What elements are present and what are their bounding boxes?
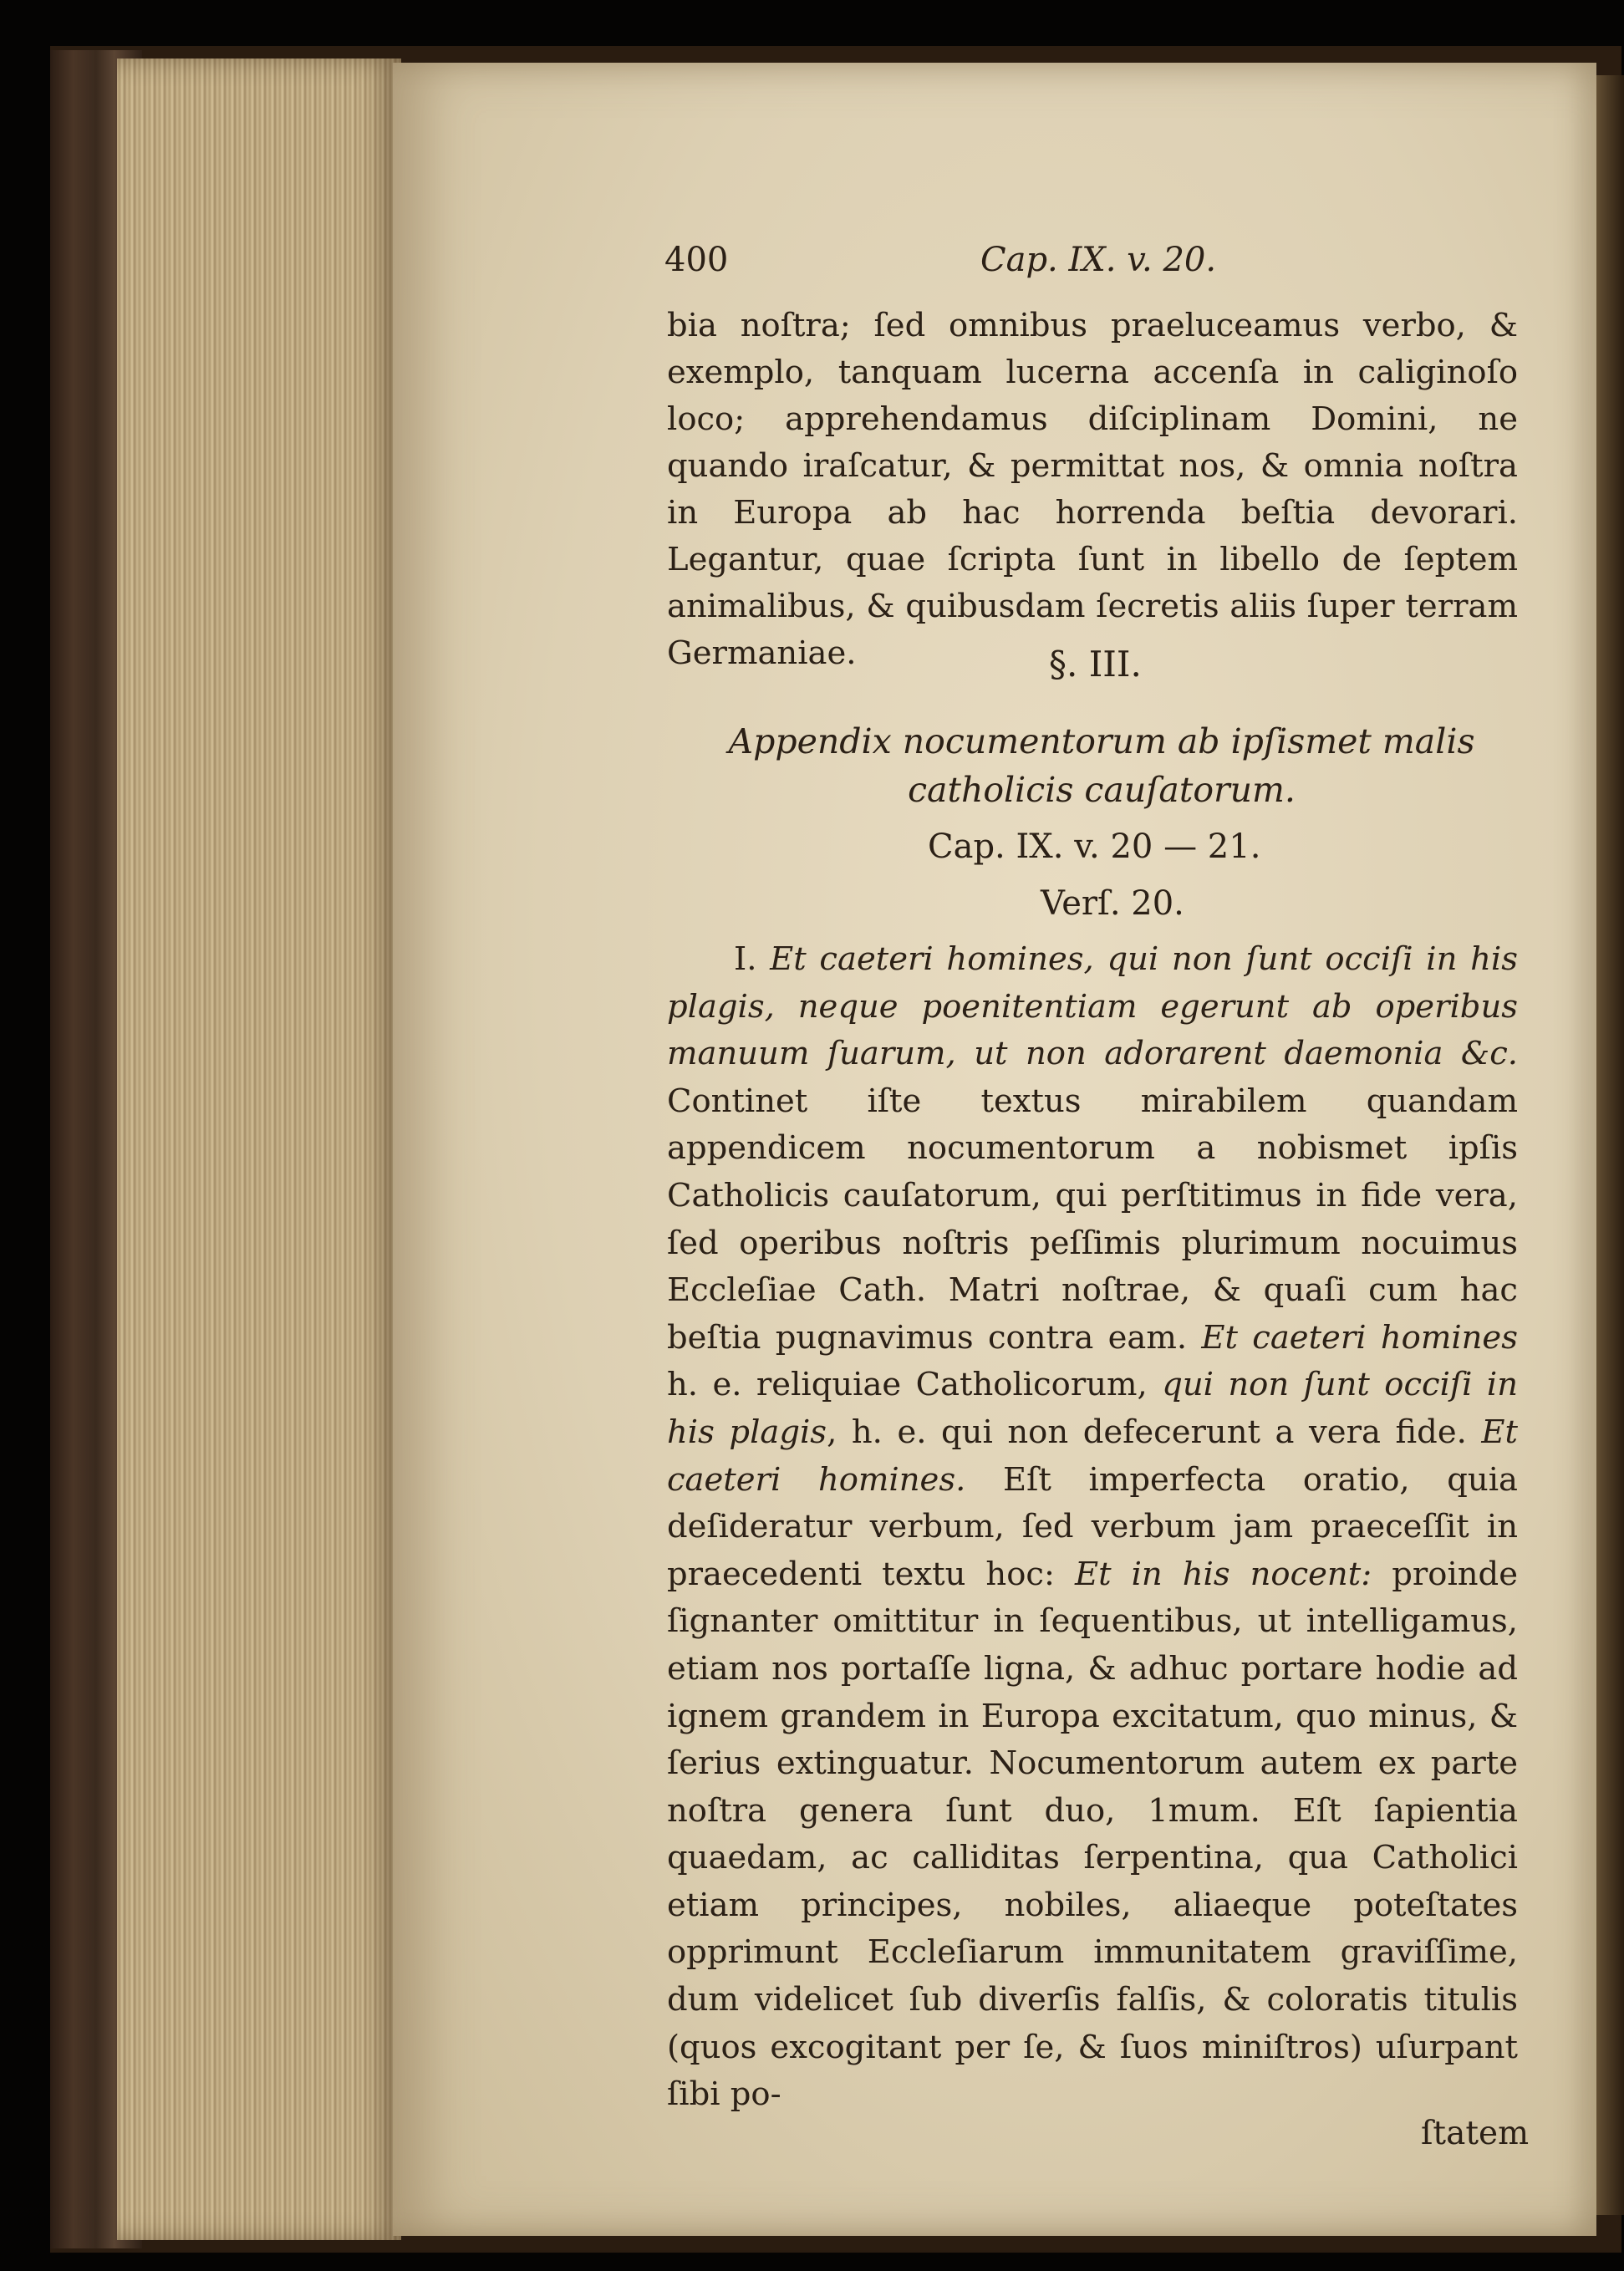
quote-italic: Et caeteri homines. — [667, 1413, 1518, 1499]
paragraph-2 — [667, 936, 1518, 2119]
paragraph-1: bia noſtra; ſed omnibus praeluceamus verbo, & exemplo, tanquam lucerna accenſa in caliginoſo loco; apprehendamus diſciplinam Domini, ne quando iraſcatur, & permittat nos, & omnia noſtra in Europa ab hac horrenda beſtia devorari. Legantur, quae ſcripta ſunt in libello de ſeptem animalibus, & quibusdam ſecretis aliis ſuper terram Germaniae. — [667, 307, 1518, 672]
quote-italic: qui non ſunt occiſi in his plagis — [667, 1366, 1518, 1451]
quote-italic: Et caeteri homines, qui non ſunt occiſi in his plagis, neque poenitentiam egerunt ab operibus manuum ſuarum, ut non adorarent daemonia &c. — [667, 940, 1518, 1073]
section-heading: §. III. — [1049, 644, 1142, 685]
vers-line: Verſ. 20. — [1041, 884, 1184, 923]
text-run: proinde ſignanter omittitur in ſequentibus, ut intelligamus, etiam nos portaſſe ligna, & adhuc portare hodie ad ignem grandem in Europa excitatum, quo minus, & ſerius extinguatur. Nocumentorum autem ex parte noſtra genera ſunt duo, 1mum. Eſt ſapientia quaedam, ac calliditas ſerpentina, qua Catholici etiam principes, nobiles, aliaeque poteſtates opprimunt Eccleſiarum immunitatem graviſſime, dum videlicet ſub diverſis falſis, & coloratis titulis (quos excogitant per ſe, & ſuos miniſtros) uſurpant ſibi po- — [667, 1555, 1518, 2114]
text-run: Continet iſte textus mirabilem quandam appendicem nocumentorum a nobismet ipſis Catholicis cauſatorum, qui perſtitimus in fide vera, ſed operibus noſtris peſſimis plurimum nocuimus Eccleſiae Cath. Matri noſtrae, & quaſi cum hac beſtia pugnavimus contra eam. — [667, 1082, 1518, 1357]
quote-italic: Et caeteri homines — [1201, 1318, 1518, 1357]
text-run: Eſt imperfecta oratio, quia deſideratur verbum, ſed verbum jam praeceſſit in praecedenti textu hoc: — [667, 1460, 1518, 1593]
running-header — [664, 241, 1283, 291]
cap-line: Cap. IX. v. 20 — 21. — [928, 827, 1261, 866]
quote-italic: Et in his nocent: — [1074, 1555, 1372, 1593]
page-edges — [117, 59, 401, 2240]
page-number: 400 — [664, 241, 729, 279]
text-run: h. e. reliquiae Catholicorum, — [667, 1366, 1148, 1404]
chapter-reference: Cap. IX. v. 20. — [980, 241, 1217, 279]
text-run: , h. e. qui non defecerunt a vera fide. — [827, 1413, 1467, 1451]
catchword: ſtatem — [1421, 2115, 1530, 2152]
paragraph-number: I. — [734, 940, 757, 978]
appendix-title: Appendix nocumentorum ab ipſismet malis catholicis cauſatorum. — [728, 721, 1475, 810]
right-page-edge — [1592, 75, 1624, 2215]
